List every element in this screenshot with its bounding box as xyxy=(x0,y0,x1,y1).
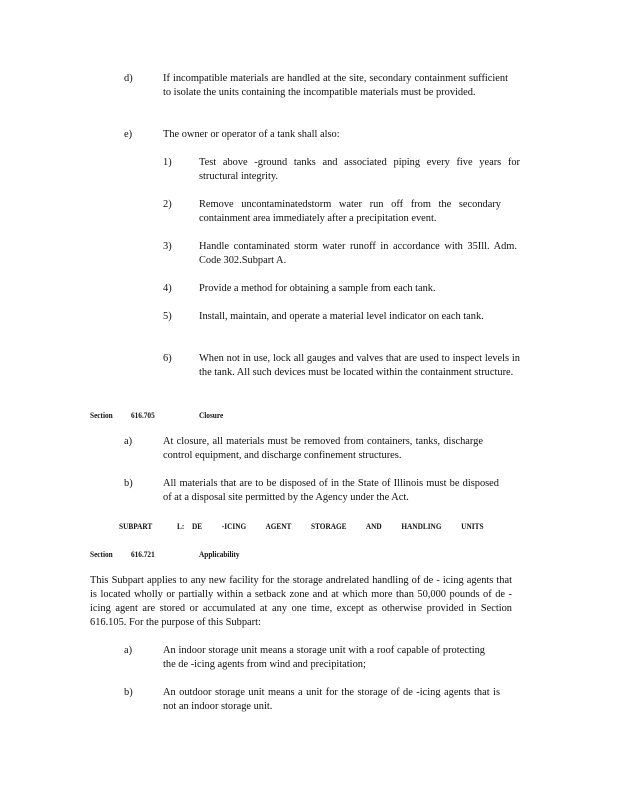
subpart-title: DE -ICING AGENT STORAGE AND HANDLING UNITS xyxy=(192,521,484,531)
closure-a-text: At closure, all materials must be removed from containers, tanks, discharge control equipment, and discharge confinement structures. xyxy=(163,436,483,461)
item-e-marker: e) xyxy=(124,129,133,140)
item-e6-marker: 6) xyxy=(163,353,172,364)
item-e3-marker: 3) xyxy=(163,241,172,252)
section-705-title: Closure xyxy=(199,410,224,420)
section-721-title: Applicability xyxy=(199,549,240,559)
applicability-a-text: An indoor storage unit means a storage unit with a roof capable of protecting the de -icing agents from wind and precipitation; xyxy=(163,645,485,670)
closure-b-marker: b) xyxy=(124,478,133,489)
item-e1-text: Test above -ground tanks and associated piping every five years for structural integrity. xyxy=(199,157,520,182)
subpart-label: SUBPART xyxy=(119,521,153,531)
item-d-text: If incompatible materials are handled at the site, secondary containment sufficient to isolate the units containing the incompatible materials must be provided. xyxy=(163,73,508,98)
item-e2-marker: 2) xyxy=(163,199,172,210)
applicability-paragraph: This Subpart applies to any new facility for the storage andrelated handling of de - icing agents that is located wholly or partially within a setback zone and at which more than 50,000 pounds of de -icing agent are stored or accumulated at any one time, except as otherwise provided in Section 616.105. For the purpose of this Subpart: xyxy=(90,575,512,628)
item-e4-marker: 4) xyxy=(163,283,172,294)
item-e-text: The owner or operator of a tank shall also: xyxy=(163,129,340,140)
item-e5-marker: 5) xyxy=(163,311,172,322)
item-e5-text: Install, maintain, and operate a material level indicator on each tank. xyxy=(199,311,484,322)
item-e3-text: Handle contaminated storm water runoff in accordance with 35Ill. Adm. Code 302.Subpart A. xyxy=(199,241,517,266)
item-e2-text: Remove uncontaminatedstorm water run off from the secondary containment area immediately after a precipitation event. xyxy=(199,199,501,224)
item-d-marker: d) xyxy=(124,73,133,84)
section-721-label: Section xyxy=(90,549,113,559)
section-705-label: Section xyxy=(90,410,113,420)
closure-a-marker: a) xyxy=(124,436,133,447)
section-705-number: 616.705 xyxy=(131,410,155,420)
item-e6-text: When not in use, lock all gauges and valves that are used to inspect levels in the tank. All such devices must be located within the containment structure. xyxy=(199,353,520,378)
section-721-number: 616.721 xyxy=(131,549,155,559)
applicability-b-text: An outdoor storage unit means a unit for the storage of de -icing agents that is not an indoor storage unit. xyxy=(163,687,500,712)
closure-b-text: All materials that are to be disposed of in the State of Illinois must be disposed of at a disposal site permitted by the Agency under the Act. xyxy=(163,478,499,503)
item-e1-marker: 1) xyxy=(163,157,172,168)
applicability-b-marker: b) xyxy=(124,687,133,698)
subpart-letter: L: xyxy=(177,521,185,531)
item-e4-text: Provide a method for obtaining a sample from each tank. xyxy=(199,283,436,294)
applicability-a-marker: a) xyxy=(124,645,133,656)
